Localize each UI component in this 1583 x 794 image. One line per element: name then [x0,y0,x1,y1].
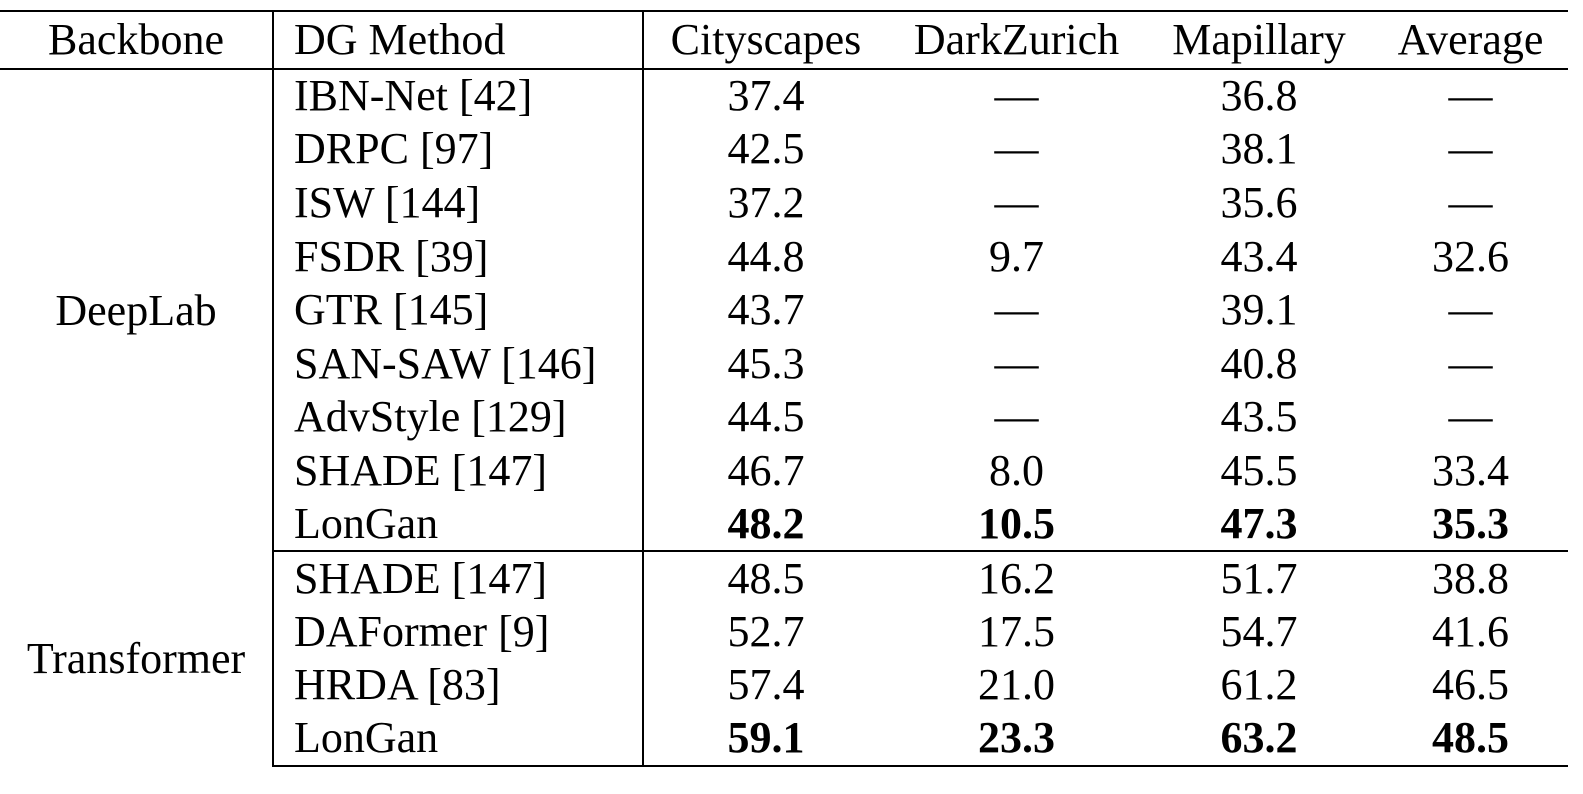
backbone-cell: Transformer [0,551,273,765]
method-cell: FSDR [39] [273,230,643,284]
darkzurich-cell: 8.0 [989,445,1044,495]
mapillary-cell: 43.4 [1220,231,1298,281]
header-mapillary: Mapillary [1145,11,1373,69]
header-cityscapes: Cityscapes [643,11,888,69]
average-cell: 35.3 [1373,498,1568,552]
darkzurich-cell: — [994,124,1039,174]
mapillary-cell: 63.2 [1145,712,1373,766]
header-backbone: Backbone [0,11,273,69]
darkzurich-cell: 21.0 [978,660,1055,710]
average-cell: 38.8 [1432,553,1509,603]
method-cell: DAFormer [9] [273,605,643,659]
average-cell: 33.4 [1432,445,1509,495]
method-cell: GTR [145] [273,283,643,337]
method-cell: SHADE [147] [273,444,643,498]
cityscapes-cell: 57.4 [727,660,805,710]
cityscapes-cell: 44.5 [727,392,805,442]
results-table [0,10,1568,767]
darkzurich-cell: — [994,392,1039,442]
average-cell: — [1448,177,1493,227]
mapillary-cell: 45.5 [1220,445,1298,495]
method-cell: LonGan [273,712,643,766]
average-cell: — [1448,392,1493,442]
method-cell: SAN-SAW [146] [273,337,643,391]
method-cell: AdvStyle [129] [273,391,643,445]
average-cell: 46.5 [1432,660,1509,710]
mapillary-cell: 35.6 [1220,177,1298,227]
darkzurich-cell: 17.5 [978,606,1055,656]
average-cell: — [1448,71,1493,121]
header-dg-method: DG Method [273,11,643,69]
mapillary-cell: 51.7 [1220,553,1298,603]
cityscapes-cell: 48.2 [643,498,888,552]
cityscapes-cell: 45.3 [727,338,805,388]
cityscapes-cell: 42.5 [727,124,805,174]
method-cell: ISW [144] [273,176,643,230]
mapillary-cell: 39.1 [1220,285,1298,335]
table-row [0,69,1568,123]
cityscapes-cell: 44.8 [727,231,805,281]
header-darkzurich: DarkZurich [888,11,1145,69]
cityscapes-cell: 37.2 [727,177,805,227]
method-cell: HRDA [83] [273,659,643,713]
cityscapes-cell: 37.4 [727,71,805,121]
cityscapes-cell: 48.5 [727,553,805,603]
method-cell: DRPC [97] [273,123,643,177]
average-cell: — [1448,338,1493,388]
cityscapes-cell: 43.7 [727,285,805,335]
darkzurich-cell: — [994,338,1039,388]
darkzurich-cell: 9.7 [989,231,1044,281]
mapillary-cell: 43.5 [1220,392,1298,442]
average-cell: — [1448,124,1493,174]
method-cell: SHADE [147] [273,551,643,605]
group-deeplab [0,69,1568,551]
darkzurich-cell: 10.5 [888,498,1145,552]
cityscapes-cell: 46.7 [727,445,805,495]
cityscapes-cell: 59.1 [643,712,888,766]
method-cell: IBN-Net [42] [273,69,643,123]
mapillary-cell: 61.2 [1220,660,1298,710]
group-transformer [0,551,1568,765]
table-row [0,551,1568,605]
mapillary-cell: 40.8 [1220,338,1298,388]
darkzurich-cell: — [994,177,1039,227]
mapillary-cell: 54.7 [1220,606,1298,656]
darkzurich-cell: 23.3 [888,712,1145,766]
darkzurich-cell: 16.2 [978,553,1055,603]
mapillary-cell: 38.1 [1220,124,1298,174]
method-cell: LonGan [273,498,643,552]
header-average: Average [1373,11,1568,69]
header-row [0,11,1568,69]
results-table-container [0,10,1568,767]
average-cell: 41.6 [1432,606,1509,656]
average-cell: 32.6 [1432,231,1509,281]
cityscapes-cell: 52.7 [727,606,805,656]
mapillary-cell: 47.3 [1145,498,1373,552]
mapillary-cell: 36.8 [1220,71,1298,121]
backbone-cell: DeepLab [0,69,273,551]
table-header [0,11,1568,69]
average-cell: — [1448,285,1493,335]
darkzurich-cell: — [994,71,1039,121]
average-cell: 48.5 [1373,712,1568,766]
darkzurich-cell: — [994,285,1039,335]
